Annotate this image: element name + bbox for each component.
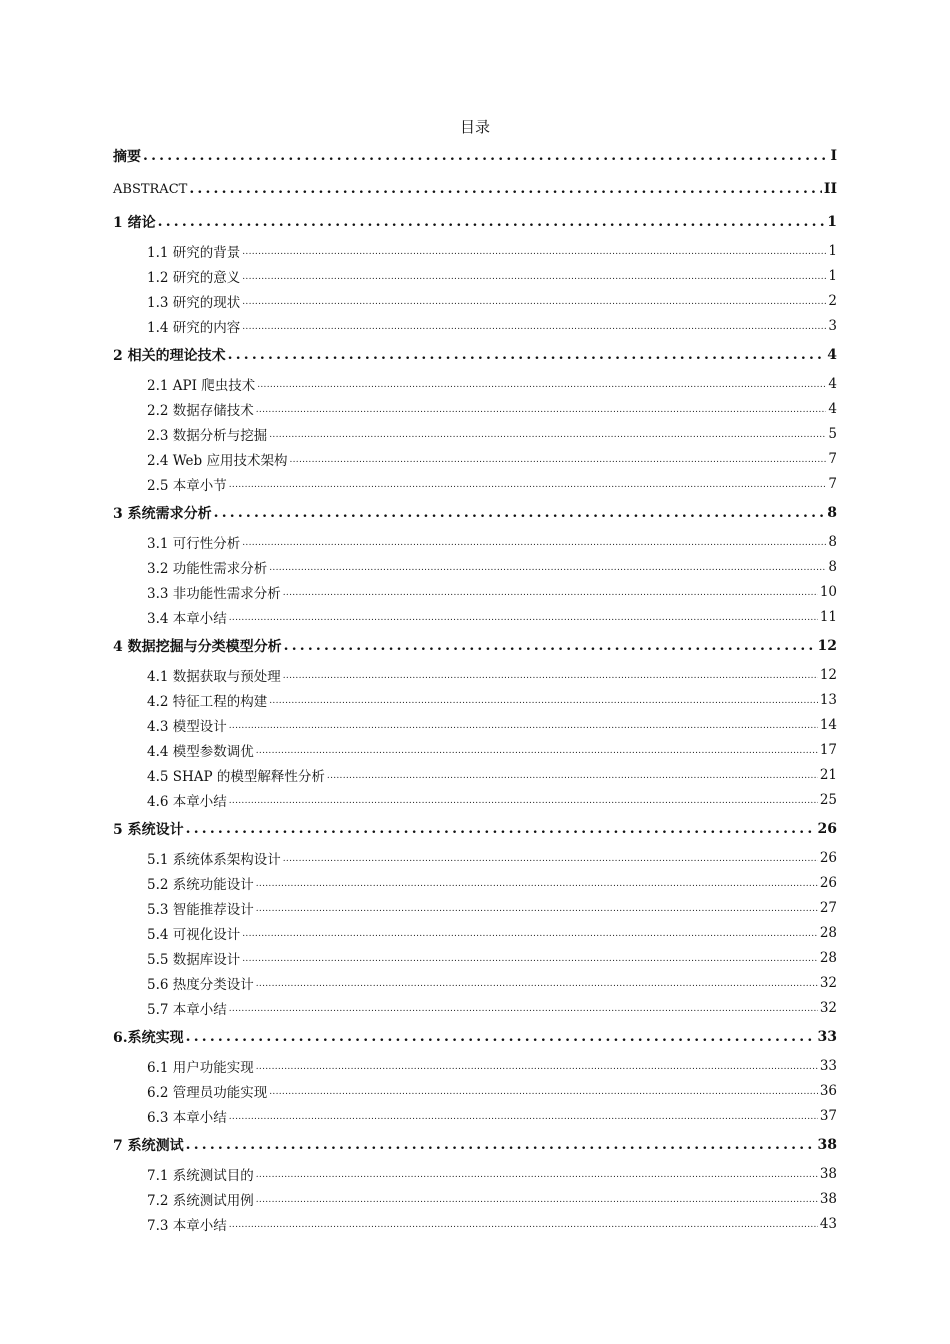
- toc-entry-title: 4.4 模型参数调优: [147, 743, 254, 760]
- toc-dot-leader: [242, 322, 826, 332]
- toc-dot-leader: [242, 954, 818, 964]
- toc-chapter-entry[interactable]: [113, 140, 837, 172]
- toc-dot-leader: [242, 538, 826, 548]
- toc-dot-leader: [256, 1062, 818, 1072]
- toc-page-number: 21: [819, 766, 837, 783]
- toc-section-entry[interactable]: [113, 288, 837, 313]
- toc-section-entry[interactable]: [113, 945, 837, 970]
- toc-entry-title: 3.1 可行性分析: [147, 535, 241, 552]
- toc-page-number: 8: [827, 505, 837, 521]
- toc-dot-leader: [257, 380, 826, 390]
- toc-section-entry[interactable]: [113, 604, 837, 629]
- toc-page-number: 14: [819, 716, 837, 733]
- toc-page-number: 5: [828, 425, 837, 442]
- toc-section-entry[interactable]: [113, 396, 837, 421]
- toc-entry-title: 1.4 研究的内容: [147, 319, 241, 336]
- toc-entry-title: 5.1 系统体系架构设计: [147, 851, 281, 868]
- toc-page-number: 28: [819, 924, 837, 941]
- toc-dot-leader: [256, 904, 818, 914]
- toc-entry-title: 2.4 Web 应用技术架构: [147, 452, 288, 469]
- toc-page-number: 10: [819, 583, 837, 600]
- toc-entry-title: 2.3 数据分析与挖掘: [147, 427, 268, 444]
- toc-dot-leader: [229, 1004, 818, 1014]
- toc-dot-leader: [229, 1220, 818, 1230]
- toc-dot-leader: [186, 1137, 816, 1153]
- toc-page-number: 17: [819, 741, 837, 758]
- toc-entry-title: 3 系统需求分析: [113, 506, 212, 522]
- toc-section-entry[interactable]: [113, 1053, 837, 1078]
- toc-section-entry[interactable]: [113, 787, 837, 812]
- toc-page-number: 28: [819, 949, 837, 966]
- toc-page-number: 26: [819, 849, 837, 866]
- toc-entry-title: 6.系统实现: [113, 1030, 184, 1046]
- toc-dot-leader: [189, 181, 822, 197]
- toc-page-number: 33: [819, 1057, 837, 1074]
- toc-dot-leader: [269, 430, 826, 440]
- toc-entry-title: 4.6 本章小结: [147, 793, 227, 810]
- toc-page-number: 26: [817, 821, 837, 837]
- toc-page-number: 12: [817, 638, 837, 654]
- toc-section-entry[interactable]: [113, 471, 837, 496]
- toc-dot-leader: [186, 1029, 816, 1045]
- toc-entry-title: 1.2 研究的意义: [147, 269, 241, 286]
- toc-section-entry[interactable]: [113, 313, 837, 338]
- toc-entry-title: 5.2 系统功能设计: [147, 876, 254, 893]
- toc-page-number: 2: [828, 292, 837, 309]
- toc-dot-leader: [289, 455, 826, 465]
- toc-page-number: 37: [819, 1107, 837, 1124]
- toc-page-number: 7: [828, 450, 837, 467]
- toc-section-entry[interactable]: [113, 687, 837, 712]
- toc-dot-leader: [186, 821, 816, 837]
- toc-section-entry[interactable]: [113, 995, 837, 1020]
- toc-page-number: 36: [819, 1082, 837, 1099]
- toc-page-number: 1: [828, 242, 837, 259]
- toc-entry-title: 摘要: [113, 149, 141, 165]
- toc-chapter-entry[interactable]: [113, 1129, 837, 1161]
- toc-section-entry[interactable]: [113, 263, 837, 288]
- toc-entry-title: 6.1 用户功能实现: [147, 1059, 254, 1076]
- toc-dot-leader: [158, 214, 826, 230]
- toc-chapter-entry[interactable]: [113, 206, 837, 238]
- toc-page-number: I: [830, 148, 837, 164]
- toc-dot-leader: [284, 638, 816, 654]
- toc-entry-title: 1.3 研究的现状: [147, 294, 241, 311]
- toc-entry-title: 1 绪论: [113, 215, 156, 231]
- toc-dot-leader: [229, 1112, 818, 1122]
- toc-dot-leader: [256, 405, 827, 415]
- toc-entry-title: 4.1 数据获取与预处理: [147, 668, 281, 685]
- toc-page-number: 38: [819, 1190, 837, 1207]
- toc-dot-leader: [269, 563, 826, 573]
- toc-page-number: 13: [819, 691, 837, 708]
- toc-dot-leader: [283, 588, 818, 598]
- toc-dot-leader: [229, 480, 827, 490]
- toc-page-number: 32: [819, 999, 837, 1016]
- toc-dot-leader: [256, 979, 818, 989]
- toc-section-entry[interactable]: [113, 662, 837, 687]
- toc-section-entry[interactable]: [113, 446, 837, 471]
- toc-section-entry[interactable]: [113, 371, 837, 396]
- toc-page-number: 8: [828, 533, 837, 550]
- toc-entry-title: 7.3 本章小结: [147, 1217, 227, 1234]
- toc-entry-title: 6.3 本章小结: [147, 1109, 227, 1126]
- toc-section-entry[interactable]: [113, 870, 837, 895]
- toc-section-entry[interactable]: [113, 238, 837, 263]
- toc-section-entry[interactable]: [113, 579, 837, 604]
- toc-section-entry[interactable]: [113, 737, 837, 762]
- toc-page-number: 7: [828, 475, 837, 492]
- toc-page-number: 4: [828, 375, 837, 392]
- toc-entry-title: 5.5 数据库设计: [147, 951, 241, 968]
- toc-page-number: 1: [828, 267, 837, 284]
- toc-section-entry[interactable]: [113, 1186, 837, 1211]
- toc-page-number: 43: [819, 1215, 837, 1232]
- toc-dot-leader: [229, 796, 818, 806]
- toc-page-number: 11: [819, 608, 837, 625]
- toc-page-number: 12: [819, 666, 837, 683]
- toc-entry-title: 2.1 API 爬虫技术: [147, 377, 256, 394]
- toc-entry-title: 7 系统测试: [113, 1138, 184, 1154]
- toc-dot-leader: [242, 272, 826, 282]
- toc-dot-leader: [256, 879, 818, 889]
- toc-dot-leader: [242, 247, 826, 257]
- toc-section-entry[interactable]: [113, 712, 837, 737]
- toc-dot-leader: [256, 1170, 818, 1180]
- toc-entry-title: 7.1 系统测试目的: [147, 1167, 254, 1184]
- toc-dot-leader: [242, 297, 826, 307]
- toc-page-number: 32: [819, 974, 837, 991]
- toc-entry-title: 4 数据挖掘与分类模型分析: [113, 639, 282, 655]
- toc-dot-leader: [229, 721, 818, 731]
- toc-section-entry[interactable]: [113, 895, 837, 920]
- toc-section-entry[interactable]: [113, 1078, 837, 1103]
- toc-list: [113, 140, 837, 1236]
- toc-section-entry[interactable]: [113, 1103, 837, 1128]
- toc-dot-leader: [228, 347, 826, 363]
- toc-entry-title: 2 相关的理论技术: [113, 348, 226, 364]
- toc-chapter-entry[interactable]: [113, 339, 837, 371]
- toc-chapter-entry[interactable]: [113, 497, 837, 529]
- toc-section-entry[interactable]: [113, 529, 837, 554]
- toc-dot-leader: [256, 1195, 818, 1205]
- toc-chapter-entry[interactable]: [113, 813, 837, 845]
- toc-page-number: 26: [819, 874, 837, 891]
- toc-dot-leader: [269, 1087, 818, 1097]
- toc-page-number: 8: [828, 558, 837, 575]
- toc-page-number: 4: [827, 347, 837, 363]
- toc-dot-leader: [256, 746, 818, 756]
- toc-page-number: 3: [828, 317, 837, 334]
- toc-page-number: 27: [819, 899, 837, 916]
- toc-entry-title: 5.3 智能推荐设计: [147, 901, 254, 918]
- toc-entry-title: 1.1 研究的背景: [147, 244, 241, 261]
- toc-section-entry[interactable]: [113, 970, 837, 995]
- toc-entry-title: 4.5 SHAP 的模型解释性分析: [147, 768, 325, 785]
- toc-dot-leader: [283, 854, 818, 864]
- toc-section-entry[interactable]: [113, 1161, 837, 1186]
- toc-entry-title: 2.5 本章小节: [147, 477, 227, 494]
- toc-dot-leader: [143, 148, 828, 164]
- toc-chapter-entry[interactable]: [113, 1021, 837, 1053]
- toc-entry-title: 2.2 数据存储技术: [147, 402, 254, 419]
- toc-dot-leader: [242, 929, 818, 939]
- toc-entry-title: 3.4 本章小结: [147, 610, 227, 627]
- toc-dot-leader: [229, 613, 818, 623]
- toc-dot-leader: [283, 671, 818, 681]
- toc-page-number: 4: [828, 400, 837, 417]
- toc-section-entry[interactable]: [113, 762, 837, 787]
- toc-page-number: 38: [817, 1137, 837, 1153]
- toc-entry-title: 3.3 非功能性需求分析: [147, 585, 281, 602]
- toc-entry-title: 5.7 本章小结: [147, 1001, 227, 1018]
- toc-page-number: II: [823, 181, 837, 197]
- toc-chapter-entry[interactable]: [113, 630, 837, 662]
- toc-section-entry[interactable]: [113, 421, 837, 446]
- toc-dot-leader: [327, 771, 818, 781]
- toc-entry-title: 5.6 热度分类设计: [147, 976, 254, 993]
- toc-page-number: 33: [817, 1029, 837, 1045]
- toc-section-entry[interactable]: [113, 1211, 837, 1236]
- toc-entry-title: 6.2 管理员功能实现: [147, 1084, 268, 1101]
- toc-section-entry[interactable]: [113, 920, 837, 945]
- toc-entry-title: 7.2 系统测试用例: [147, 1192, 254, 1209]
- toc-title: 目录: [459, 118, 490, 136]
- toc-entry-title: 5 系统设计: [113, 822, 184, 838]
- toc-chapter-entry[interactable]: [113, 173, 837, 205]
- toc-page-number: 25: [819, 791, 837, 808]
- toc-entry-title: 5.4 可视化设计: [147, 926, 241, 943]
- toc-section-entry[interactable]: [113, 845, 837, 870]
- toc-entry-title: 3.2 功能性需求分析: [147, 560, 268, 577]
- toc-page-number: 38: [819, 1165, 837, 1182]
- toc-entry-title: 4.2 特征工程的构建: [147, 693, 268, 710]
- toc-dot-leader: [269, 696, 818, 706]
- toc-page-number: 1: [827, 214, 837, 230]
- toc-dot-leader: [214, 505, 826, 521]
- toc-section-entry[interactable]: [113, 554, 837, 579]
- toc-entry-title: 4.3 模型设计: [147, 718, 227, 735]
- toc-entry-title: ABSTRACT: [113, 181, 188, 197]
